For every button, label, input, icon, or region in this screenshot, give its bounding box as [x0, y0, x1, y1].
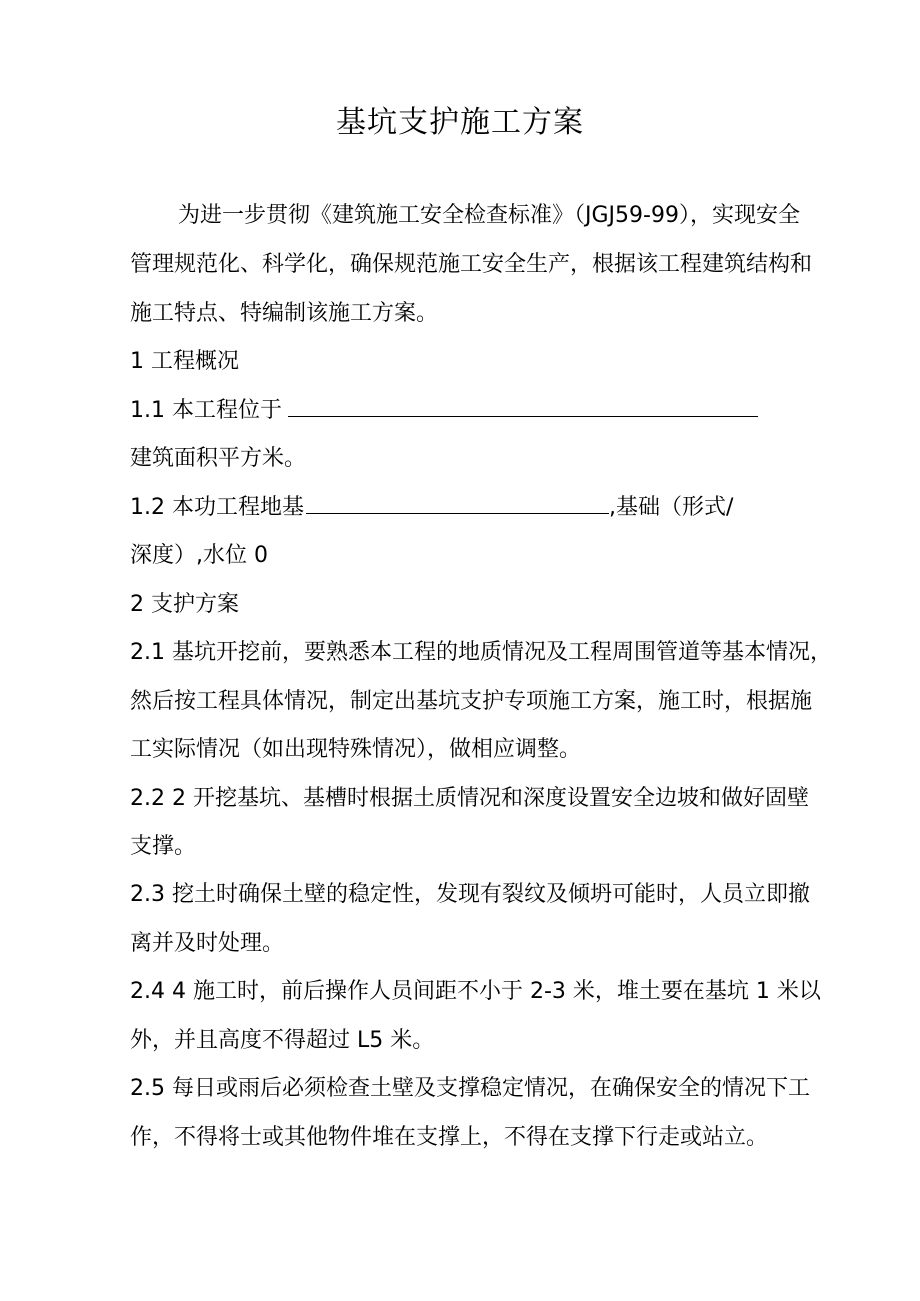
body-line: 2.3 挖土时确保土壁的稳定性，发现有裂纹及倾坍可能时，人员立即撤 [130, 882, 810, 907]
body-line: 工实际情况（如出现特殊情况），做相应调整。 [130, 737, 582, 762]
item-1-2-after: ,基础（形式/ [608, 495, 734, 520]
body-line: 2.1 基坑开挖前，要熟悉本工程的地质情况及工程周围管道等基本情况， [130, 640, 832, 665]
intro-line: 管理规范化、科学化，确保规范施工安全生产，根据该工程建筑结构和 [130, 252, 813, 277]
body-line: 2.4 4 施工时，前后操作人员间距不小于 2-3 米，堆土要在基坑 1 米以 [130, 979, 821, 1004]
item-1-2 [130, 492, 855, 524]
body-line: 作，不得将士或其他物件堆在支撑上，不得在支撑下行走或站立。 [130, 1125, 769, 1150]
body-line: 外，并且高度不得超过 L5 米。 [130, 1028, 435, 1053]
body-line: 然后按工程具体情况，制定出基坑支护专项施工方案，施工时，根据施 [130, 689, 813, 714]
item-1-1-continuation: 建筑面积平方米。 [130, 446, 307, 471]
fill-in-blank [306, 493, 609, 514]
intro-line: 为进一步贯彻《建筑施工安全检查标准》（JGJ59-99），实现安全 [178, 203, 800, 228]
body-line: 离并及时处理。 [130, 931, 285, 956]
item-1-1-label: 1.1 本工程位于 [130, 398, 282, 423]
document-title: 基坑支护施工方案 [336, 105, 584, 140]
item-1-2-continuation: 深度）,水位 0 [130, 543, 268, 568]
body-line: 2.2 2 开挖基坑、基槽时根据土质情况和深度设置安全边坡和做好固壁 [130, 786, 809, 811]
intro-line: 施工特点、特编制该施工方案。 [130, 301, 439, 326]
section-heading: 2 支护方案 [130, 592, 239, 617]
body-line: 2.5 每日或雨后必须检查土壁及支撑稳定情况，在确保安全的情况下工 [130, 1076, 810, 1101]
body-line: 支撑。 [130, 834, 197, 859]
item-1-2-label: 1.2 本功工程地基 [130, 495, 304, 520]
item-1-1 [130, 395, 855, 427]
fill-in-blank [288, 396, 758, 417]
section-heading: 1 工程概况 [130, 349, 239, 374]
